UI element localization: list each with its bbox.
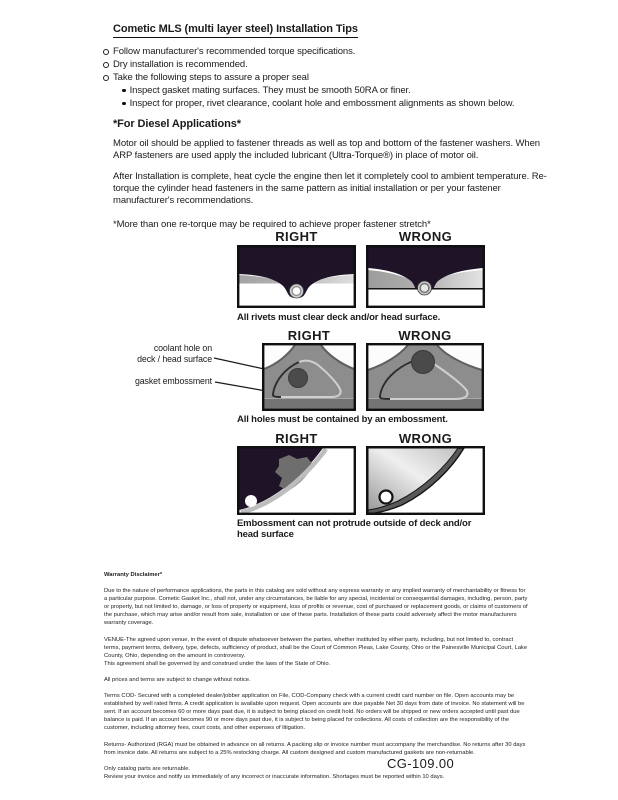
legal-fine-print bbox=[104, 571, 528, 781]
page-title: Cometic MLS (multi layer steel) Installation Tips bbox=[113, 23, 358, 38]
coolant-hole-misaligned bbox=[412, 351, 435, 374]
venue-paragraph: VENUE-The agreed upon venue, in the event of dispute whatsoever between the parties, whether instituted by either party, including, but not limited to, contract terms, payment terms, delivery, type, defects, sufficiency of product, shall be the Court of Common Pleas, Lake County, Ohio or the Painesville Municipal Court, Lake County, Ohio, depending on the amount in controversy. bbox=[104, 636, 528, 659]
figure1-wrong-label: WRONG bbox=[398, 229, 453, 244]
open-bullet-icon bbox=[103, 49, 109, 55]
terms-cod-paragraph: Terms COD- Secured with a completed dealer/jobber application on File, COD-Company check with a current credit card number on file. Open accounts may be established by well rated firms. A credit application is available upon request. Open accounts are due payable Net 30 days from date of invoice. No statement will be sent. If an account becomes 60 or more days past due, it is subject to being placed on credit hold. No orders will be shipped or new orders accepted until past due balance is paid. If an account becomes 90 or more days past due, it is subject to being placed for collections. All costs of collection are the responsibility of the customer, including attorney fees, court costs, and other expenses of litigation. bbox=[104, 693, 525, 732]
returns-paragraph: Returns- Authorized (RGA) must be obtained in advance on all returns. A packing slip or invoice number must accompany the merchandise. No returns after 30 days from invoice date. All returns are subject to a 25% restocking charge. All custom designed and custom manufactured gaskets are non-returnable. bbox=[104, 741, 526, 756]
gasket-embossment-callout: gasket embossment bbox=[134, 376, 212, 386]
figure3-right-label: RIGHT bbox=[275, 431, 318, 446]
list-item bbox=[103, 71, 514, 84]
figure1-right-label: RIGHT bbox=[275, 229, 318, 244]
figure2-wrong-label: WRONG bbox=[398, 328, 452, 343]
rivet-clearance-right-figure bbox=[237, 245, 356, 308]
list-item bbox=[122, 97, 514, 110]
figure3-wrong-label: WRONG bbox=[398, 431, 453, 446]
rivet-center bbox=[420, 284, 429, 293]
hole-containment-right-figure bbox=[262, 343, 356, 411]
bullet-text: Follow manufacturer's recommended torque specifications. bbox=[113, 46, 356, 57]
bottom-edge-highlight bbox=[264, 398, 354, 399]
filled-bullet-icon bbox=[122, 102, 126, 106]
bolt-hole bbox=[245, 495, 257, 507]
bottom-strip bbox=[264, 399, 354, 409]
open-bullet-icon bbox=[103, 62, 109, 68]
bullet-text: Inspect gasket mating surfaces. They must be smooth 50RA or finer. bbox=[129, 85, 411, 96]
diesel-paragraph-2: After Installation is complete, heat cycle the engine then let it completely cool to ambient temperature. Re-torque the cylinder head fasteners in the same pattern as initial installation or per your fastener manufacturer's recommendations. bbox=[113, 171, 547, 206]
bullet-text: Dry installation is recommended. bbox=[113, 59, 248, 70]
figure2-right-label: RIGHT bbox=[287, 328, 331, 343]
bullet-text: Take the following steps to assure a proper seal bbox=[113, 72, 309, 83]
warranty-disclaimer-heading: Warranty Disclaimer* bbox=[104, 572, 163, 578]
prices-terms-line: All prices and terms are subject to change without notice. bbox=[104, 676, 251, 683]
retorque-note: *More than one re-torque may be required to achieve proper fastener stretch* bbox=[113, 219, 431, 230]
invoice-review-line: Review your invoice and notify us immediately of any incorrect or inaccurate information. Shortages must be reported within 10 days. bbox=[104, 773, 445, 780]
figure2-caption: All holes must be contained by an embossment. bbox=[237, 414, 448, 425]
list-item bbox=[122, 84, 514, 97]
coolant-hole bbox=[289, 369, 308, 388]
list-item bbox=[103, 45, 514, 58]
diesel-heading: *For Diesel Applications* bbox=[113, 118, 241, 130]
bullet-text: Inspect for proper, rivet clearance, coolant hole and embossment alignments as shown below. bbox=[129, 98, 515, 109]
open-bullet-icon bbox=[103, 75, 109, 81]
returnable-line: Only catalog parts are returnable. bbox=[104, 765, 191, 772]
callout-line: deck / head surface bbox=[137, 353, 212, 364]
callout-line: coolant hole on bbox=[153, 343, 212, 353]
bolt-hole bbox=[380, 491, 393, 504]
tips-bullet-list bbox=[103, 45, 514, 110]
governing-law-line: This agreement shall be governed by and construed under the laws of the State of Ohio. bbox=[104, 660, 331, 667]
list-item bbox=[103, 58, 514, 71]
embossment-protrusion-right-figure bbox=[237, 446, 356, 515]
rivet-clearance-wrong-figure bbox=[366, 245, 485, 308]
warranty-paragraph: Due to the nature of performance applications, the parts in this catalog are sold without any express warranty or any implied warranty of merchantability or fitness for a particular purpose. Cometic Gasket Inc., shall not, under any circumstances, be liable for any special, incidental or consequential damages, including, person, party or property, but not limited to, damage, or loss of property or equipment, loss of profits or revenue, cost of purchased or replacement goods, or claims of customers of the purchase, which may arise and/or result from sale, installation or use of these parts. Installation of these parts could adversely affect the motor manufacturers warranty coverage. bbox=[104, 588, 528, 627]
embossment-protrusion-wrong-figure bbox=[366, 446, 485, 515]
diesel-paragraph-1: Motor oil should be applied to fastener threads as well as top and bottom of the fastener washers. When ARP fasteners are used apply the included lubricant (Ultra-Torque®) in place of motor oil. bbox=[113, 138, 540, 161]
hole-containment-wrong-figure bbox=[366, 343, 484, 411]
bottom-strip bbox=[368, 399, 482, 409]
page-code: CG-109.00 bbox=[387, 756, 455, 771]
figure1-caption: All rivets must clear deck and/or head surface. bbox=[237, 312, 441, 323]
figure3-caption: Embossment can not protrude outside of deck and/or head surface bbox=[237, 518, 472, 540]
rivet-center bbox=[292, 287, 301, 296]
filled-bullet-icon bbox=[122, 89, 126, 93]
